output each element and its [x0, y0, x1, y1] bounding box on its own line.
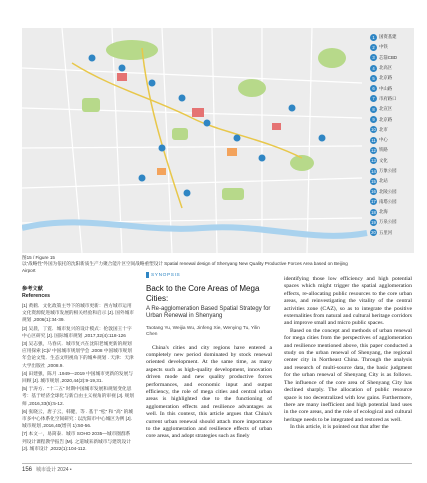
- legend-label: 中铁: [379, 44, 388, 50]
- synopsis-label-text: SYNOPSIS: [151, 272, 181, 278]
- references-heading-cn: 参考文献: [22, 286, 43, 292]
- legend-label: 五里河: [379, 229, 393, 235]
- reference-item: [4] 田建强，陈月 .1949—2019 中国城市更新的发展与回顾 [J]. 城市规划 ,2020,44(2):9-19,31.: [22, 370, 133, 384]
- legend-label: 芯箭CBD: [379, 54, 398, 60]
- legend-item: [370, 125, 414, 135]
- legend-item: [370, 94, 414, 104]
- map-graphic: [22, 28, 414, 253]
- legend-label: 文化: [379, 157, 388, 163]
- legend-item: [370, 104, 414, 114]
- reference-item: [7] 本文一，易简泰．城市 SOHO 2035—城市圈群系列设计课程教学报告 [M]. 之道城来新城市与建筑设计 [J]. 城市设计 ,2022(1):104-112.: [22, 431, 131, 451]
- article-body-right-p1: identifying those low efficiency and high potential spaces which might trigger the spatial agglomeration effects, re-allocating public resources to the core urban areas, and reinvestigating the vitality of the central activities zone (CAZ), so as to integrate the positive externalities from natural and cultural heritage corridors and improve small and micro public spaces.: [284, 276, 412, 327]
- legend-item: [370, 176, 414, 186]
- legend-item: [370, 197, 414, 207]
- reference-item: [6] 张晓云，唐子云，韩健，等 . 基于 “松” 和 “高” 的城市多中心体系化空间研究 : 以沈阳市中心城区为例 [J]. 城市规划 ,2016,40(增刊 1):50-56.: [22, 408, 133, 429]
- legend-label: 北宣区: [379, 106, 393, 112]
- synopsis-label: [146, 272, 272, 278]
- legend-number-icon: 15: [371, 178, 376, 184]
- article-authors: Taotang Yu, Weijia Wu, Jinfeng Xie, Wenying Tu, Yilin Chen: [146, 325, 260, 338]
- legend-label: 北京路: [379, 116, 393, 122]
- references-heading-en: References: [22, 293, 50, 299]
- synopsis-bar-icon: [146, 272, 149, 278]
- legend-item: [370, 73, 414, 83]
- legend-number-icon: 2: [370, 44, 377, 51]
- references-section: [22, 286, 134, 453]
- legend-item: [370, 228, 414, 238]
- legend-label: 市府路口: [379, 95, 397, 101]
- legend-item: [370, 83, 414, 93]
- legend-number-icon: 1: [370, 34, 377, 41]
- synopsis-section: [146, 272, 272, 441]
- legend-number-icon: 6: [370, 85, 377, 92]
- legend-number-icon: 8: [370, 106, 377, 113]
- legend-label: 万象公园: [379, 168, 397, 173]
- article-subtitle: A Re-agglomeration Based Spatial Strategy for Urban Renewal in Shenyang: [146, 305, 271, 320]
- figure-caption-en: Spatial renewal design of Shenyang New Quality Productive Forces Area based on Beijing Airport: [22, 261, 348, 273]
- page-footer: [22, 466, 72, 473]
- article-body-right: [284, 276, 412, 432]
- legend-label: 中心: [379, 137, 388, 143]
- legend-item: [370, 63, 414, 73]
- legend-label: 北海: [379, 209, 388, 215]
- figure-caption-cn: 以“战略性”外国为依托的沈阳新质生产力聚合能片区空间战略重塑设计: [22, 261, 163, 267]
- legend-item: [370, 114, 414, 124]
- references-list: [22, 302, 134, 452]
- legend-item: [370, 207, 414, 217]
- page-number: 156: [22, 466, 33, 473]
- legend-number-icon: 17: [371, 199, 376, 205]
- reference-item: [5] 于涛方．“十二五” 时期中国城市发展和规划变化思考：基于经济全球化与新自由主义视角的审视 [J]. 规划师 ,2016,33(5):5-12.: [22, 386, 134, 406]
- reference-item: [2] 吴晨，丁霓．城市复兴的设计模式：伦敦国王十字中心区研究 [J]. 国际城市规划 ,2017,32(4):118-126: [22, 325, 132, 338]
- figure-map: [22, 28, 414, 253]
- reference-item: [3] 吴志强，马春庆．城市复兴在沈阳老城更新的规划应用探索 [C]// 中国城市规划学会 .2008 中国城市规划年会论文集．生态文明视角下的城乡规划 . 天津：天津大学出版社 ,2008.9.: [22, 341, 134, 368]
- legend-label: 北市: [379, 126, 388, 132]
- legend-number-icon: 10: [371, 127, 376, 133]
- legend-number-icon: 14: [371, 168, 376, 174]
- legend-item: [370, 135, 414, 145]
- legend-label: 国资基建: [379, 34, 397, 40]
- legend-item: [370, 53, 414, 63]
- legend-number-icon: 11: [371, 137, 376, 143]
- legend-number-icon: 3: [370, 54, 377, 61]
- article-body-right-p3: In this article, it is pointed out that after the: [290, 424, 389, 431]
- journal-name: 城市设计 2024 •: [36, 467, 72, 473]
- map-legend: [370, 32, 414, 238]
- legend-label: 北高区: [379, 65, 393, 71]
- legend-number-icon: 5: [370, 75, 377, 82]
- legend-number-icon: 13: [371, 158, 376, 164]
- article-body-right-p2: Based on the concept and methods of urban renewal for mega cities from the perspectives of agglomeration and resilience mentioned above, this paper conducted a study on the urban renewal of Shenyang, the regional center city in Northeast China. Through the analysis and research of multi-source data, the basic judgment for the urban renewal of Shenyang City is as follows. The influence of the core area of Shenyang City has declined sharply. The allocation of public resource space is too decentralized with low gains. Furthermore, there are many inefficient and high potential land uses in the core areas, and the role of ecological and cultural heritage needs to be integrated and restored as well.: [284, 327, 412, 423]
- legend-label: 南塔公园: [379, 198, 397, 204]
- legend-item: [370, 42, 414, 52]
- legend-label: 中山路: [379, 85, 393, 91]
- legend-label: 北站: [379, 178, 388, 184]
- legend-number-icon: 4: [370, 65, 377, 72]
- footer-rule: [22, 463, 412, 464]
- legend-item: [370, 145, 414, 155]
- legend-label: 铁路: [379, 147, 388, 153]
- legend-label: 万泉公园: [379, 219, 397, 225]
- legend-number-icon: 9: [370, 116, 377, 123]
- legend-item: [370, 217, 414, 227]
- figure-number: 图15 / Figure 15: [22, 255, 55, 260]
- legend-item: [370, 156, 414, 166]
- legend-number-icon: 12: [371, 147, 376, 153]
- reference-item: [1] 黄鹤．文化政策主导下的城市更新：西方城市运用文化资源促进城市发展的相关经验和启示 [J]. 国外城市规划 ,2006(1):34-39.: [22, 303, 134, 323]
- legend-item: [370, 186, 414, 196]
- legend-number-icon: 7: [370, 95, 377, 102]
- legend-number-icon: 16: [371, 189, 376, 195]
- legend-item: [370, 32, 414, 42]
- legend-label: 北陵公园: [379, 188, 397, 194]
- legend-number-icon: 20: [371, 230, 376, 236]
- article-title: Back to the Core Areas of Mega Cities:: [146, 284, 260, 303]
- legend-item: [370, 166, 414, 176]
- article-body-mid: China's cities and city regions have entered a completely new period dominated by stock renewal oriented development. At the same time, as many aspects such as high-quality development, innovation driven mode and new quality productive forces performances, and economic input and output efficiency, the role of mega cities and central urban areas is highlighted due to the functioning of agglomeration effects and resilience advantages as well. In this context, this article argues that China's current urban renewal should attach more importance to the agglomeration and resilience effects of urban core areas, and adopt strategies such as finely: [146, 344, 272, 440]
- legend-number-icon: 18: [371, 209, 376, 215]
- legend-number-icon: 19: [371, 219, 376, 225]
- legend-label: 北京路: [379, 75, 393, 81]
